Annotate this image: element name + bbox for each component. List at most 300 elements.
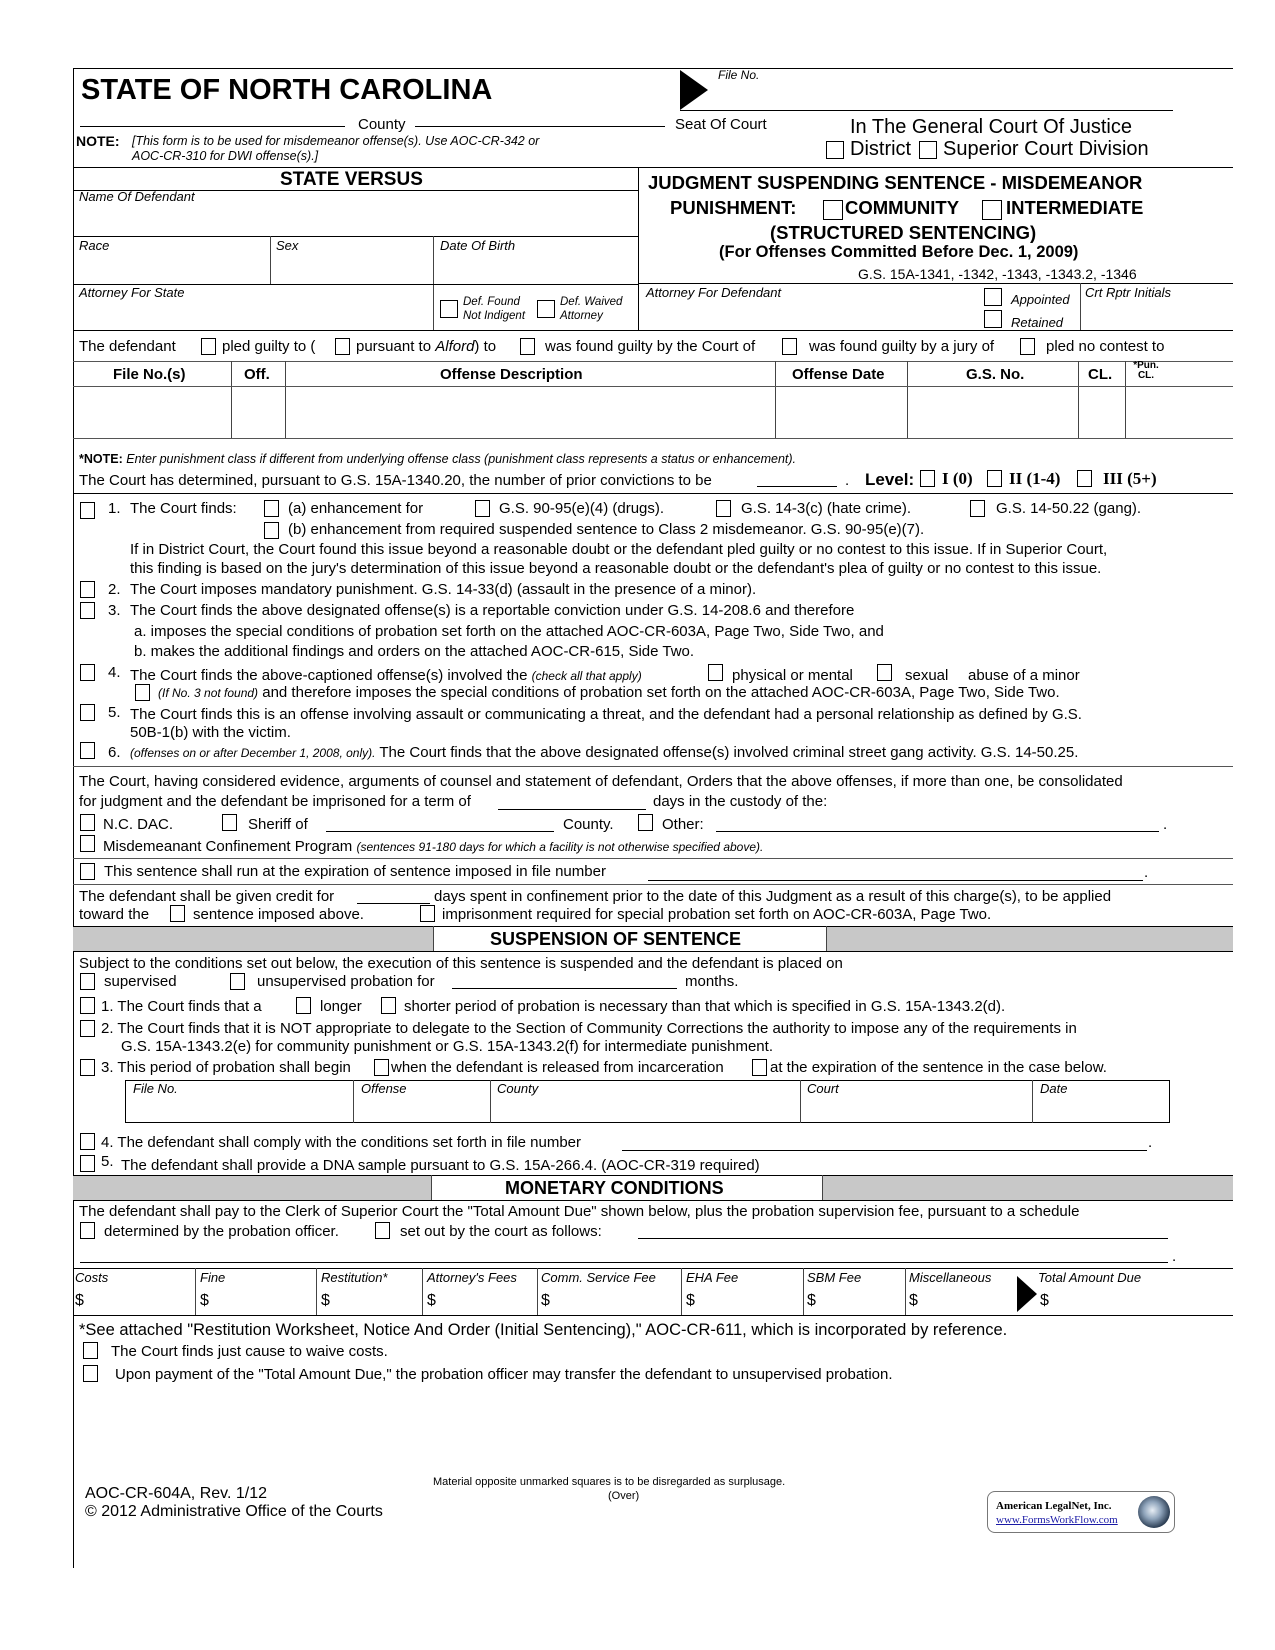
total-dollar: $	[1040, 1292, 1049, 1309]
pled-guilty-checkbox[interactable]	[201, 338, 216, 355]
case-date-input[interactable]	[1038, 1098, 1170, 1120]
offense-date-note: (For Offenses Committed Before Dec. 1, 2009)	[719, 243, 1079, 261]
fee-attorney-label: Attorney's Fees	[427, 1270, 517, 1285]
hate-crime-label: G.S. 14-3(c) (hate crime).	[741, 500, 912, 517]
superior-label: Superior Court Division	[943, 138, 1149, 160]
suspension-band-left	[73, 927, 433, 951]
finding-1b-checkbox[interactable]	[264, 522, 279, 539]
surplusage-note: Material opposite unmarked squares is to be disregarded as surplusage.	[433, 1476, 786, 1488]
monetary-top	[73, 1175, 1233, 1176]
sex-divider	[433, 236, 434, 330]
form-id: AOC-CR-604A, Rev. 1/12	[85, 1485, 267, 1502]
susp-3-label: 3. This period of probation shall begin	[101, 1059, 351, 1076]
sbm-dollar: $	[807, 1292, 816, 1309]
intermediate-label: INTERMEDIATE	[1006, 197, 1144, 218]
case-v4	[1032, 1080, 1033, 1123]
finding-2-text: The Court imposes mandatory punishment. G.S. 14-33(d) (assault in the presence of a minor).	[130, 581, 757, 598]
crt-rptr-label: Crt Rptr Initials	[1085, 285, 1171, 300]
case-county-label: County	[497, 1081, 539, 1096]
col-offense-date: Offense Date	[792, 366, 885, 383]
cell-cl[interactable]	[1083, 398, 1125, 430]
attorney-def-label: Attorney For Defendant	[646, 285, 782, 300]
suspension-intro: Subject to the conditions set out below, the execution of this sentence is suspended and the defendant is placed on	[79, 955, 843, 972]
sex-input[interactable]	[277, 256, 431, 282]
seat-label: Seat Of Court	[675, 116, 767, 133]
finding-4-then: and therefore imposes the special conditions of probation set forth on the attached AOC-CR-603A, Page Two, Side Two.	[262, 684, 1060, 701]
intermediate-checkbox[interactable]	[982, 200, 1002, 220]
monetary-band-left	[73, 1176, 431, 1200]
transfer-checkbox[interactable]	[83, 1365, 98, 1382]
attorney-dollar: $	[427, 1292, 436, 1309]
eha-dollar: $	[686, 1292, 695, 1309]
level-iii-label: III (5+)	[1103, 469, 1157, 488]
finding-6-text: The Court finds that the above designated offense(s) involved criminal street gang activity. G.S. 14-50.25.	[379, 744, 1079, 761]
expiration-file-input[interactable]	[650, 862, 1144, 882]
schedule-input-1[interactable]	[640, 1221, 1169, 1240]
cell-offense-desc[interactable]	[290, 398, 774, 430]
finding-5-num: 5.	[108, 704, 121, 721]
finding-3-checkbox[interactable]	[80, 602, 95, 619]
finding-4-if-checkbox[interactable]	[135, 684, 150, 701]
finding-4-if-line	[158, 684, 1060, 701]
monetary-intro: The defendant shall pay to the Clerk of Superior Court the "Total Amount Due" shown below, plus the probation supervision fee, pursuant to a schedule	[79, 1203, 1080, 1220]
note-label: NOTE:	[76, 133, 120, 149]
cell-offense-date[interactable]	[780, 398, 906, 430]
expiration-period: .	[1144, 864, 1149, 881]
finding-3b: b. makes the additional findings and orders on the attached AOC-CR-615, Side Two.	[134, 643, 695, 660]
transfer-label: Upon payment of the "Total Amount Due," the probation officer may transfer the defendant to unsupervised probation.	[115, 1366, 893, 1383]
sheriff-label: Sheriff of	[248, 816, 308, 833]
suspension-bottom	[73, 951, 1233, 952]
note-text-1: [This form is to be used for misdemeanor offense(s). Use AOC-CR-342 or	[132, 134, 540, 148]
col-divider-5	[1078, 361, 1079, 438]
statutes: G.S. 15A-1341, -1342, -1343, -1343.2, -1346	[858, 266, 1137, 282]
finding-6-italic: (offenses on or after December 1, 2008, only).	[130, 746, 376, 760]
sbm-input[interactable]	[820, 1290, 904, 1312]
susp-4-checkbox[interactable]	[80, 1133, 95, 1150]
suspension-band-right	[826, 927, 1233, 951]
guilty-jury-checkbox[interactable]	[782, 338, 797, 355]
punishment-label: PUNISHMENT:	[670, 197, 797, 218]
offense-table-bottom	[73, 438, 1233, 439]
supervised-label: supervised	[104, 973, 177, 990]
alford-label: Alford	[435, 338, 475, 355]
susp-2-checkbox[interactable]	[80, 1020, 95, 1037]
col-divider-2	[285, 361, 286, 438]
finding-3-num: 3.	[108, 602, 121, 619]
name-line	[73, 236, 638, 237]
finding-4-text: The Court finds the above-captioned offense(s) involved the	[130, 667, 528, 684]
fee-eha-label: EHA Fee	[686, 1270, 739, 1285]
case-offense-input[interactable]	[360, 1098, 490, 1120]
prior-text: The Court has determined, pursuant to G.S. 15A-1340.20, the number of prior convictions to be	[79, 472, 712, 489]
term-days-input[interactable]	[500, 791, 648, 811]
col-divider-4	[907, 361, 908, 438]
sheriff-county-input[interactable]	[328, 813, 556, 833]
finding-4-if: (If No. 3 not found)	[158, 686, 259, 700]
vendor-globe-icon	[1138, 1496, 1170, 1528]
restitution-dollar: $	[321, 1292, 330, 1309]
file-no-input[interactable]	[720, 84, 1164, 108]
costs-dollar: $	[75, 1292, 84, 1309]
sexual-label: sexual	[905, 667, 949, 684]
susp-5-checkbox[interactable]	[80, 1155, 95, 1172]
no-contest-label: pled no contest to	[1046, 338, 1165, 355]
fine-dollar: $	[200, 1292, 209, 1309]
ncdac-checkbox[interactable]	[80, 814, 95, 831]
alford-group	[356, 338, 496, 355]
mcp-note: (sentences 91-180 days for which a facility is not otherwise specified above).	[356, 840, 764, 854]
prior-count-input[interactable]	[758, 470, 840, 488]
unsupervised-label: unsupervised probation for	[257, 973, 435, 990]
district-checkbox[interactable]	[826, 141, 844, 159]
susp-5-num: 5.	[101, 1153, 114, 1170]
col-divider-1	[231, 361, 232, 438]
case-v2	[490, 1080, 491, 1123]
fee-comm-service-label: Comm. Service Fee	[541, 1270, 656, 1285]
total-arrow-icon	[1017, 1276, 1037, 1312]
eha-input[interactable]	[699, 1290, 803, 1312]
county-label: County	[358, 116, 406, 133]
def-waived-label-2: Attorney	[560, 310, 603, 322]
mcp-line	[103, 838, 763, 855]
monetary-bottom	[73, 1200, 1233, 1201]
expiration-sentence-label: at the expiration of the sentence in the case below.	[770, 1059, 1107, 1076]
imprison-line-2b: days in the custody of the:	[653, 793, 828, 810]
name-of-defendant-label: Name Of Defendant	[79, 189, 195, 204]
credit-label-b: days spent in confinement prior to the date of this Judgment as a result of this charge(s), to be applied	[434, 888, 1112, 905]
gang-label: G.S. 14-50.22 (gang).	[996, 500, 1142, 517]
finding-1-note-2: this finding is based on the jury's determination of this issue beyond a reasonable doubt or the defendant's plea of guilty or no contest to this issue.	[130, 560, 1102, 577]
seat-of-court-input[interactable]	[417, 108, 666, 128]
superior-checkbox[interactable]	[919, 141, 937, 159]
susp-1-checkbox[interactable]	[80, 997, 95, 1014]
months-label: months.	[685, 973, 739, 990]
finding-3-text: The Court finds the above designated offense(s) is a reportable conviction under G.S. 14-208.6 and therefore	[130, 602, 855, 619]
name-of-defendant-input[interactable]	[80, 206, 634, 234]
col-off: Off.	[244, 366, 270, 383]
def-waived-checkbox[interactable]	[537, 300, 555, 318]
case-court-label: Court	[807, 1081, 839, 1096]
structured-sentencing: (STRUCTURED SENTENCING)	[770, 222, 1037, 243]
schedule-input-2[interactable]	[82, 1244, 1166, 1263]
susp-4-label: 4. The defendant shall comply with the conditions set forth in file number	[101, 1134, 581, 1151]
mcp-bottom-line	[73, 858, 1233, 859]
finding-5-text-1: The Court finds this is an offense involving assault or communicating a threat, and the defendant had a personal relationship as defined by G.S.	[130, 706, 1082, 723]
alford-checkbox[interactable]	[335, 338, 350, 355]
fee-costs-label: Costs	[75, 1270, 109, 1285]
set-out-checkbox[interactable]	[375, 1222, 390, 1239]
restitution-note: *See attached "Restitution Worksheet, Notice And Order (Initial Sentencing)," AOC-CR-611, which is incorporated by reference.	[79, 1321, 1008, 1339]
race-label: Race	[79, 238, 110, 253]
cell-file-no[interactable]	[78, 398, 230, 430]
schedule-period: .	[1172, 1248, 1177, 1265]
attorney-def-input[interactable]	[647, 303, 981, 329]
def-found-label-1: Def. Found	[463, 296, 520, 308]
dob-input[interactable]	[441, 256, 635, 282]
pun-note-label: *NOTE:	[79, 452, 123, 466]
level-i-label: I (0)	[942, 469, 973, 488]
case-file-no-input[interactable]	[132, 1098, 352, 1120]
cell-off[interactable]	[236, 398, 285, 430]
cell-pun-cl[interactable]	[1130, 398, 1179, 430]
monetary-v1	[431, 1175, 432, 1200]
crt-rptr-divider	[1080, 283, 1081, 330]
finding-1-checkbox[interactable]	[80, 502, 95, 519]
sexual-checkbox[interactable]	[877, 664, 892, 681]
mcp-label: Misdemeanant Confinement Program	[103, 838, 353, 855]
note-text-2: AOC-CR-310 for DWI offense(s).]	[132, 149, 319, 163]
finding-5-text-2: 50B-1(b) with the victim.	[130, 724, 291, 741]
race-divider	[270, 236, 271, 284]
released-checkbox[interactable]	[374, 1059, 389, 1076]
misc-dollar: $	[909, 1292, 918, 1309]
finding-4-check-all: (check all that apply)	[531, 669, 642, 683]
prior-period: .	[845, 472, 850, 489]
probation-months-input[interactable]	[454, 971, 678, 990]
expiration-bottom-line	[73, 884, 1233, 885]
dob-label: Date Of Birth	[440, 238, 516, 253]
drugs-checkbox[interactable]	[475, 500, 490, 517]
col-offense-desc: Offense Description	[440, 366, 583, 383]
other-period: .	[1163, 816, 1168, 833]
mcp-checkbox[interactable]	[80, 835, 95, 852]
case-v1	[353, 1080, 354, 1123]
state-title: STATE OF NORTH CAROLINA	[81, 74, 493, 106]
case-county-input[interactable]	[496, 1098, 800, 1120]
case-offense-label: Offense	[361, 1081, 407, 1096]
longer-checkbox[interactable]	[296, 997, 311, 1014]
sex-label: Sex	[276, 238, 299, 253]
imprison-line-2a: for judgment and the defendant be imprisoned for a term of	[79, 793, 471, 810]
pun-note	[79, 452, 796, 466]
finding-3a: a. imposes the special conditions of probation set forth on the attached AOC-CR-603A, Page Two, Side Two, and	[134, 623, 884, 640]
file-no-line	[680, 110, 1173, 111]
fee-total-label: Total Amount Due	[1038, 1270, 1142, 1285]
finding-6-checkbox[interactable]	[80, 742, 95, 759]
pun-note-text: Enter punishment class if different from underlying offense class (punishment class represents a status or enhancement).	[126, 452, 797, 466]
level-ii-label: II (1-4)	[1009, 469, 1061, 488]
finding-6-line	[130, 744, 1078, 761]
sheriff-checkbox[interactable]	[222, 814, 237, 831]
file-no-arrow-icon	[680, 70, 708, 110]
finding-6-num: 6.	[108, 744, 121, 761]
appointed-checkbox[interactable]	[984, 288, 1002, 306]
other-input[interactable]	[718, 813, 1162, 833]
expiration-sentence-checkbox[interactable]	[752, 1059, 767, 1076]
level-ii-checkbox[interactable]	[987, 470, 1002, 487]
fee-v7	[905, 1268, 906, 1315]
fee-misc-label: Miscellaneous	[909, 1270, 992, 1285]
fee-v6	[803, 1268, 804, 1315]
ncdac-label: N.C. DAC.	[103, 816, 174, 833]
determined-label: determined by the probation officer.	[104, 1223, 339, 1240]
state-versus: STATE VERSUS	[280, 169, 423, 190]
attorney-state-input[interactable]	[80, 302, 429, 328]
released-label: when the defendant is released from incarceration	[391, 1059, 724, 1076]
susp-4-period: .	[1148, 1134, 1153, 1151]
total-input[interactable]	[1053, 1290, 1177, 1312]
sentence-above-label: sentence imposed above.	[193, 906, 364, 923]
expiration-checkbox[interactable]	[80, 863, 95, 880]
header-divider	[73, 167, 1233, 168]
monetary-band-right	[822, 1176, 1233, 1200]
fee-v4	[537, 1268, 538, 1315]
expiration-label: This sentence shall run at the expiration of sentence imposed in file number	[104, 863, 606, 880]
determined-checkbox[interactable]	[80, 1222, 95, 1239]
special-probation-checkbox[interactable]	[420, 905, 435, 922]
other-label: Other:	[662, 816, 704, 833]
finding-2-num: 2.	[108, 581, 121, 598]
file-no-label: File No.	[718, 68, 760, 82]
susp-5-label: The defendant shall provide a DNA sample pursuant to G.S. 15A-266.4. (AOC-CR-319 required)	[121, 1157, 760, 1174]
drugs-label: G.S. 90-95(e)(4) (drugs).	[499, 500, 665, 517]
copyright: © 2012 Administrative Office of the Courts	[85, 1503, 383, 1520]
alford-suffix: ) to	[474, 338, 497, 355]
supervised-checkbox[interactable]	[80, 973, 95, 990]
case-date-label: Date	[1040, 1081, 1068, 1096]
court-title: In The General Court Of Justice	[850, 116, 1132, 138]
physical-mental-label: physical or mental	[732, 667, 853, 684]
over-label: (Over)	[608, 1490, 640, 1502]
shorter-checkbox[interactable]	[381, 997, 396, 1014]
cell-gs-no[interactable]	[912, 398, 1078, 430]
retained-checkbox[interactable]	[984, 310, 1002, 328]
finding-1-num: 1.	[108, 500, 121, 517]
race-input[interactable]	[80, 256, 269, 282]
sheriff-county-label: County.	[563, 816, 614, 833]
waive-costs-checkbox[interactable]	[83, 1342, 98, 1359]
district-label: District	[850, 138, 912, 160]
finding-4-num: 4.	[108, 664, 121, 681]
fine-input[interactable]	[213, 1290, 315, 1312]
finding-4-checkbox[interactable]	[80, 664, 95, 681]
guilty-court-label: was found guilty by the Court of	[545, 338, 756, 355]
finding-1-text: The Court finds:	[130, 500, 237, 517]
def-not-indigent-checkbox[interactable]	[440, 300, 458, 318]
guilty-jury-label: was found guilty by a jury of	[809, 338, 995, 355]
fee-v2	[316, 1268, 317, 1315]
attorney-state-label: Attorney For State	[79, 285, 185, 300]
community-label: COMMUNITY	[845, 197, 960, 218]
guilty-court-checkbox[interactable]	[520, 338, 535, 355]
level-i-checkbox[interactable]	[920, 470, 935, 487]
col-divider-3	[775, 361, 776, 438]
fee-restitution-label: Restitution*	[321, 1270, 388, 1285]
credit-days-input[interactable]	[358, 886, 432, 905]
comm-service-dollar: $	[541, 1292, 550, 1309]
monetary-heading: MONETARY CONDITIONS	[505, 1178, 724, 1198]
costs-input[interactable]	[88, 1290, 194, 1312]
level-label: Level:	[865, 470, 915, 489]
finding-1a-label: (a) enhancement for	[288, 500, 424, 517]
level-iii-checkbox[interactable]	[1077, 470, 1092, 487]
col-divider-6	[1125, 361, 1126, 438]
case-file-no-label: File No.	[133, 1081, 178, 1096]
offense-table-top	[73, 361, 1233, 362]
suspension-v1	[433, 926, 434, 951]
top-border	[73, 68, 1233, 69]
misc-input[interactable]	[922, 1290, 1016, 1312]
comm-service-input[interactable]	[554, 1290, 680, 1312]
appointed-label: Appointed	[1011, 292, 1070, 307]
suspension-v2	[826, 926, 827, 951]
shorter-label: shorter period of probation is necessary than that which is specified in G.S. 15A-1343.2(d).	[404, 998, 1006, 1015]
title-bottom-line	[638, 283, 1233, 284]
suspension-heading: SUSPENSION OF SENTENCE	[490, 929, 742, 949]
finding-4-line	[130, 667, 642, 684]
comply-file-input[interactable]	[624, 1132, 1148, 1152]
set-out-label: set out by the court as follows:	[400, 1223, 602, 1240]
def-waived-label-1: Def. Waived	[560, 296, 623, 308]
plea-prefix: The defendant	[79, 338, 176, 355]
offense-header-line	[73, 386, 1233, 387]
county-input[interactable]	[82, 108, 346, 128]
col-file-no: File No.(s)	[113, 366, 186, 383]
attorney-fees-input[interactable]	[440, 1290, 537, 1312]
vendor-badge[interactable]	[987, 1491, 1175, 1533]
no-contest-checkbox[interactable]	[1020, 338, 1035, 355]
alford-prefix: pursuant to	[356, 338, 432, 355]
longer-label: longer	[320, 998, 362, 1015]
physical-mental-checkbox[interactable]	[708, 664, 723, 681]
plea-top-line	[73, 330, 1233, 331]
hate-crime-checkbox[interactable]	[716, 500, 731, 517]
fee-bottom	[73, 1315, 1233, 1316]
case-v3	[800, 1080, 801, 1123]
finding-1b-label: (b) enhancement from required suspended sentence to Class 2 misdemeanor. G.S. 90-95(e)(7).	[288, 521, 925, 538]
findings-top-line	[73, 493, 1233, 494]
crt-rptr-input[interactable]	[1086, 303, 1180, 329]
unsupervised-checkbox[interactable]	[230, 973, 245, 990]
restitution-input[interactable]	[334, 1290, 422, 1312]
sentence-above-checkbox[interactable]	[170, 905, 185, 922]
findings-bottom-line	[73, 766, 1233, 767]
monetary-v2	[822, 1175, 823, 1200]
def-found-label-2: Not Indigent	[463, 310, 526, 322]
case-court-input[interactable]	[806, 1098, 1032, 1120]
center-divider	[638, 167, 639, 330]
col-gs-no: G.S. No.	[966, 366, 1025, 383]
fee-v1	[195, 1268, 196, 1315]
special-probation-label: imprisonment required for special probation set forth on AOC-CR-603A, Page Two.	[442, 906, 992, 923]
col-cl: CL.	[1088, 366, 1113, 383]
toward-label: toward the	[79, 906, 150, 923]
finding-5-checkbox[interactable]	[80, 704, 95, 721]
fee-top	[73, 1268, 1233, 1269]
judgment-title: JUDGMENT SUSPENDING SENTENCE - MISDEMEANOR	[648, 172, 1143, 193]
vendor-name: American LegalNet, Inc.	[996, 1500, 1112, 1512]
susp-3-checkbox[interactable]	[80, 1059, 95, 1076]
col-pun-cl: *Pun. CL.	[1133, 360, 1159, 381]
fee-sbm-label: SBM Fee	[807, 1270, 862, 1285]
waive-costs-label: The Court finds just cause to waive costs.	[111, 1343, 388, 1360]
finding-1a-checkbox[interactable]	[264, 500, 279, 517]
credit-label-a: The defendant shall be given credit for	[79, 888, 335, 905]
retained-label: Retained	[1011, 315, 1064, 330]
imprison-line-1: The Court, having considered evidence, arguments of counsel and statement of defendant, Orders that the above offenses, if more than one, be consolidated	[79, 773, 1123, 790]
other-checkbox[interactable]	[638, 814, 653, 831]
vendor-url[interactable]: www.FormsWorkFlow.com	[996, 1514, 1118, 1526]
fee-v3	[422, 1268, 423, 1315]
gang-checkbox[interactable]	[970, 500, 985, 517]
finding-1-note-1: If in District Court, the Court found this issue beyond a reasonable doubt or the defendant pled guilty or no contest to this issue. If in Superior Court,	[130, 541, 1108, 558]
abuse-label: abuse of a minor	[968, 667, 1080, 684]
fee-v5	[681, 1268, 682, 1315]
finding-2-checkbox[interactable]	[80, 581, 95, 598]
fee-fine-label: Fine	[200, 1270, 226, 1285]
community-checkbox[interactable]	[823, 200, 843, 220]
